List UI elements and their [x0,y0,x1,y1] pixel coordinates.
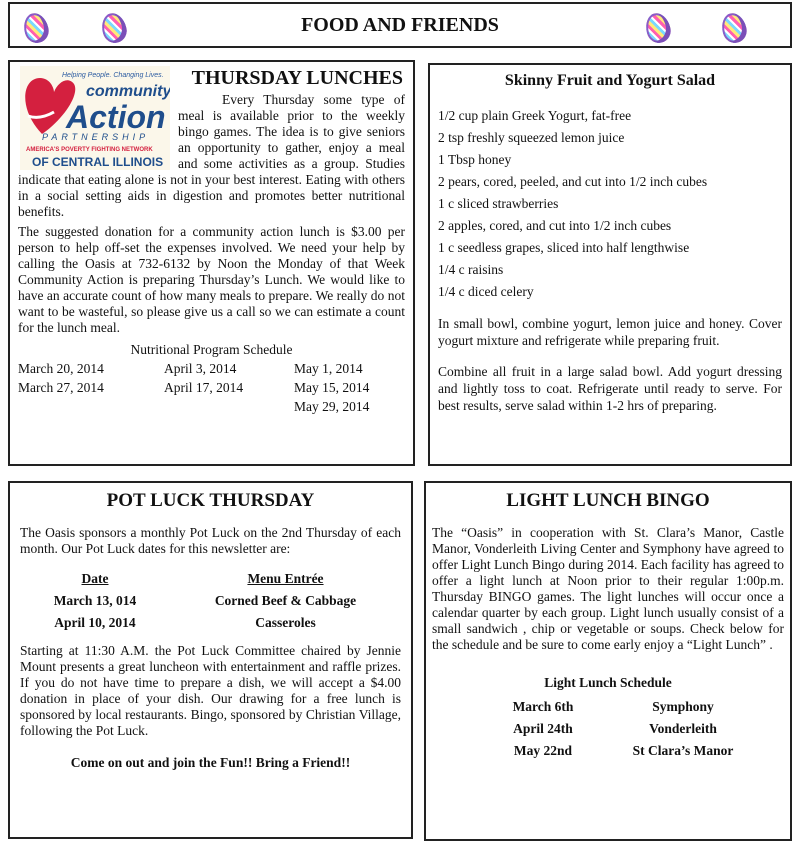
easter-egg-icon [99,10,130,45]
ingredient: 1/2 cup plain Greek Yogurt, fat-free [438,108,632,123]
schedule-title: Nutritional Program Schedule [130,342,293,357]
easter-egg-icon [719,10,750,45]
page-title: FOOD AND FRIENDS [301,13,499,36]
pot-luck-table [20,571,401,631]
bingo-schedule [432,699,784,759]
schedule-date: May 15, 2014 [294,380,370,395]
recipe-title: Skinny Fruit and Yogurt Salad [504,72,716,89]
ingredient: 1/4 c raisins [438,262,504,277]
heart-hands-icon [20,66,170,170]
svg-text:PARTNERSHIP: PARTNERSHIP [42,132,150,142]
recipe-step: Combine all fruit in a large salad bowl. Add yogurt dressing and lightly toss to coat. Refrigerate until ready to serve. For best results, serve salad within 1-2 hrs of preparing. [438,364,782,413]
schedule-date [18,399,164,415]
closing-line: Come on out and join the Fun!! Bring a Friend!! [70,755,351,770]
ingredient: 1/4 c diced celery [438,284,534,299]
section-title: LIGHT LUNCH BINGO [506,490,710,511]
svg-text:Action: Action [66,99,166,135]
ingredient: 1 Tbsp honey [438,152,512,167]
schedule-date: March 20, 2014 [18,361,104,376]
svg-text:AMERICA'S POVERTY FIGHTING NET: AMERICA'S POVERTY FIGHTING NETWORK [26,147,153,153]
date-cell: April 10, 2014 [54,615,136,630]
body-paragraph: Starting at 11:30 A.M. the Pot Luck Committee chaired by Jennie Mount presents a great luncheon with entertainment and raffle prizes. If you do not have time to prepare a dish, we will accept a $4.00 donation in place of your dish. Our drawing for a free lunch is sponsored by local restaurants. Bingo, sponsored by Christian Village, following the Pot Luck. [20,643,401,738]
schedule-grid [18,361,405,415]
newsletter-header [8,2,792,48]
easter-egg-icon [21,10,52,45]
host-cell: Symphony [652,699,714,714]
body-paragraph: The “Oasis” in cooperation with St. Clara’s Manor, Castle Manor, Vonderleith Living Center and Symphony have agreed to offer Light Lunch Bingo during 2014. Each facility has agreed to offer a light lunch at Noon prior to their regular 1:00p.m. Thursday BINGO games. The light lunches will occur once a calendar quarter by each group. Light lunch usually consist of a small sandwich , chip or vegetable or soups. Check below for the schedule and be sure to come early enjoy a “Light Lunch” . [432,525,784,652]
recipe-section [428,63,792,466]
schedule-date [164,399,294,415]
schedule-date: March 27, 2014 [18,380,104,395]
donation-paragraph: The suggested donation for a community action lunch is $3.00 per person to help off-set the expenses involved. We need your help by calling the Oasis at 732-6132 by Noon the Monday of that Week Community Action is preparing Thursday’s Lunch. We would like to have an accurate count of how many meals to prepare. We really do not want to be wasteful, so please give us a call so we can estimate a count for the lunch meal. [18,224,405,335]
ingredient: 2 pears, cored, peeled, and cut into 1/2 inch cubes [438,174,708,189]
menu-cell: Casseroles [255,615,316,630]
date-cell: May 22nd [513,743,573,758]
section-title: POT LUCK THURSDAY [106,490,315,511]
schedule-date: May 1, 2014 [294,361,363,376]
svg-text:community: community [86,83,170,100]
date-cell: March 6th [512,699,574,714]
pot-luck-section [8,481,413,839]
svg-text:OF CENTRAL ILLINOIS: OF CENTRAL ILLINOIS [32,155,164,169]
ingredient: 1 c seedless grapes, sliced into half lengthwise [438,240,690,255]
svg-text:Helping People. Changing Lives: Helping People. Changing Lives. [62,72,164,79]
intro-paragraph: The Oasis sponsors a monthly Pot Luck on the 2nd Thursday of each month. Our Pot Luck dates for this newsletter are: [20,525,401,556]
easter-egg-icon [643,10,674,45]
host-cell: St Clara’s Manor [632,743,734,758]
column-header-menu: Menu Entrée [247,571,324,586]
section-title: THURSDAY LUNCHES [191,67,403,89]
schedule-date: May 29, 2014 [294,399,370,414]
menu-cell: Corned Beef & Cabbage [214,593,357,608]
date-cell: March 13, 014 [53,593,137,608]
schedule-date: April 17, 2014 [164,380,244,395]
intro-paragraph: Every Thursday some type of meal is available prior to the weekly bingo games. The idea is to give seniors an opportunity to gather, enjoy a meal and some activities as a group. Studies indicate that eating alone is not in your best interest. Eating with others in a social setting aids in digestion and promotes better nutritional benefits. [18,92,405,219]
thursday-lunches-section [8,60,415,466]
column-header-date: Date [81,571,109,586]
light-lunch-bingo-section [424,481,792,841]
community-action-logo [20,66,170,170]
schedule-date: April 3, 2014 [164,361,237,376]
date-cell: April 24th [513,721,573,736]
ingredient-list [438,105,782,303]
host-cell: Vonderleith [649,721,717,736]
ingredient: 1 c sliced strawberries [438,196,559,211]
recipe-step: In small bowl, combine yogurt, lemon juice and honey. Cover yogurt mixture and refrigerate while preparing fruit. [438,316,782,348]
ingredient: 2 tsp freshly squeezed lemon juice [438,130,625,145]
ingredient: 2 apples, cored, and cut into 1/2 inch cubes [438,218,672,233]
schedule-title: Light Lunch Schedule [544,675,672,690]
